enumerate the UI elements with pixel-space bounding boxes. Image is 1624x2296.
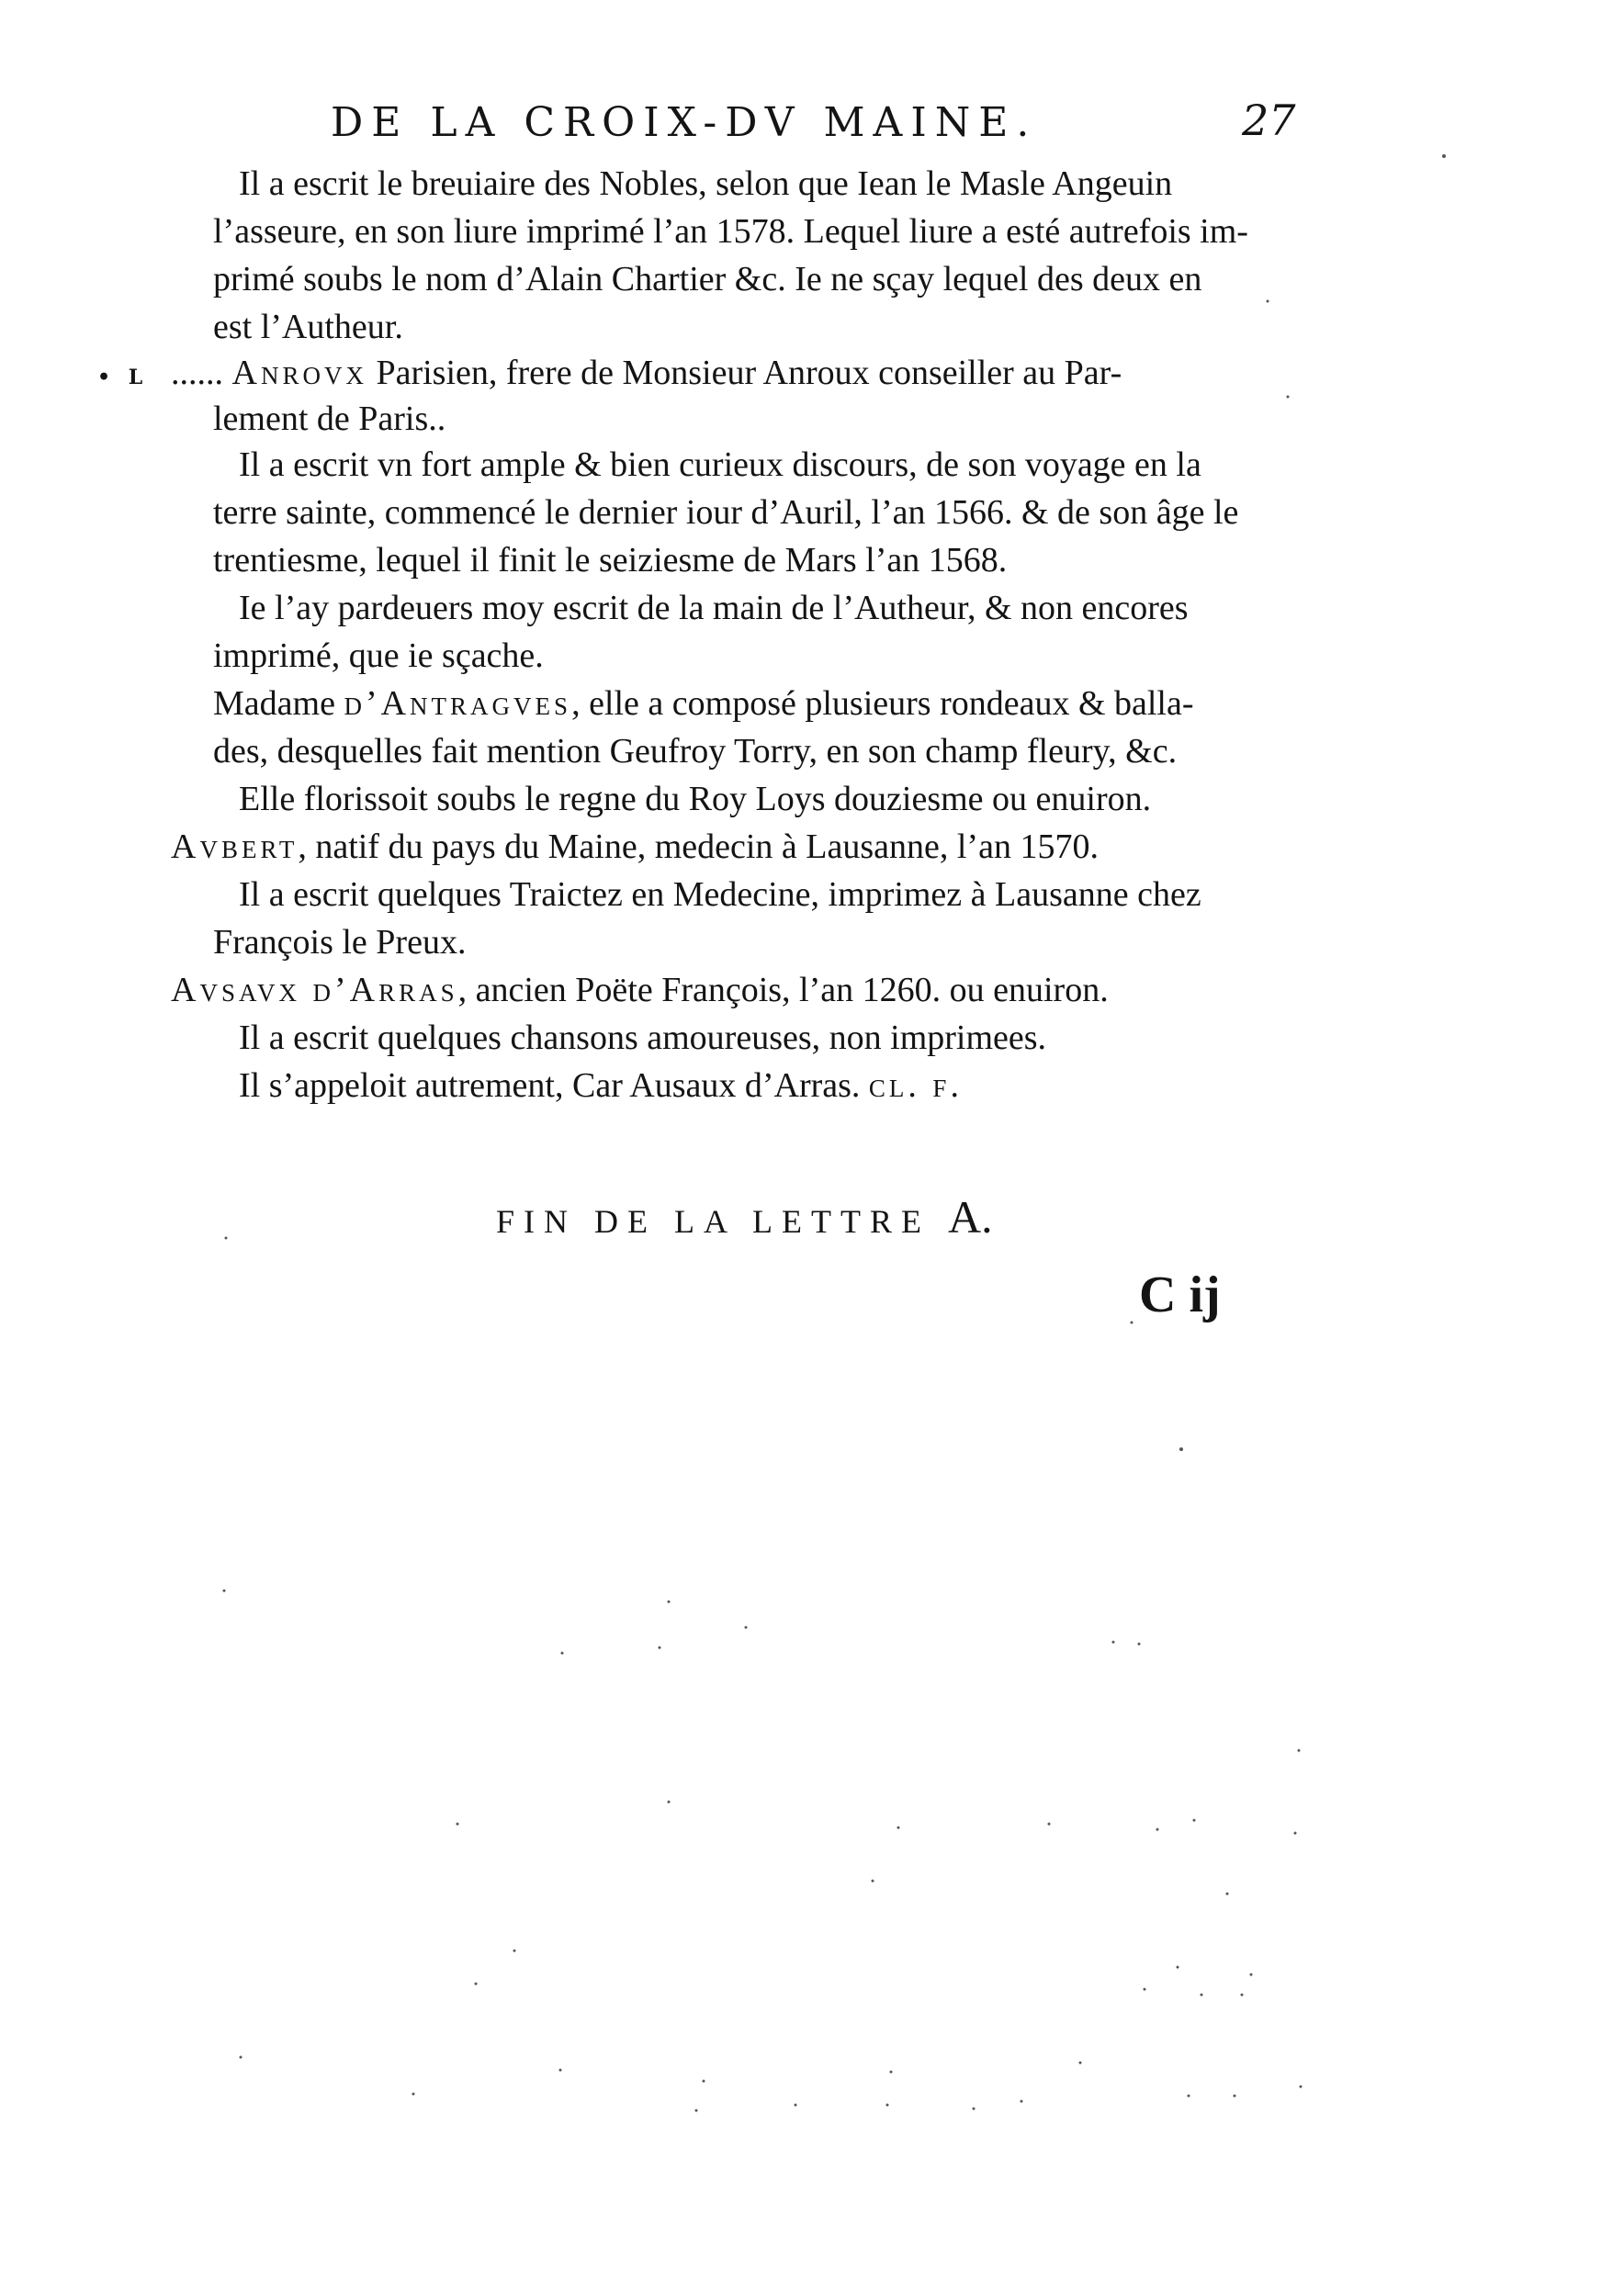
small-caps-name: Avsavx d’Arras bbox=[171, 971, 458, 1009]
text-run: primé soubs le nom d’Alain Chartier &c. Ie ne sçay lequel des deux en bbox=[213, 260, 1202, 298]
end-of-letter-text: FIN DE LA LETTRE bbox=[496, 1203, 930, 1240]
signature-mark: C ij bbox=[1139, 1266, 1221, 1323]
text-run: , ancien Poëte François, l’an 1260. ou enuiron. bbox=[457, 971, 1109, 1009]
margin-note: • L bbox=[97, 366, 149, 389]
text-run: trentiesme, lequel il finit le seiziesme de Mars l’an 1568. bbox=[213, 541, 1008, 580]
running-head: DE LA CROIX-DV MAINE. bbox=[331, 99, 1038, 146]
small-caps-name: Avbert bbox=[171, 827, 299, 866]
text-run: Madame bbox=[213, 684, 344, 723]
small-caps-name: cl. f. bbox=[868, 1066, 963, 1105]
text-run: imprimé, que ie sçache. bbox=[213, 636, 544, 675]
text-run: est l’Autheur. bbox=[213, 308, 403, 346]
text-run: François le Preux. bbox=[213, 923, 467, 962]
text-run: l’asseure, en son liure imprimé l’an 1578. Lequel liure a esté autrefois im- bbox=[213, 212, 1248, 251]
text-run: Il a escrit le breuiaire des Nobles, selon que Iean le Masle Angeuin bbox=[239, 164, 1173, 203]
text-run: ...... bbox=[171, 354, 232, 392]
text-run: Il s’appeloit autrement, Car Ausaux d’Arras. bbox=[239, 1066, 869, 1105]
text-run: Il a escrit quelques chansons amoureuses, non imprimees. bbox=[239, 1019, 1047, 1057]
text-run: Elle florissoit soubs le regne du Roy Loys douziesme ou enuiron. bbox=[239, 780, 1152, 818]
page-number: 27 bbox=[1242, 96, 1296, 145]
text-run: Ie l’ay pardeuers moy escrit de la main de l’Autheur, & non encores bbox=[239, 589, 1189, 627]
text-run: Il a escrit quelques Traictez en Medecine, imprimez à Lausanne chez bbox=[239, 875, 1201, 914]
text-run: des, desquelles fait mention Geufroy Torry, en son champ fleury, &c. bbox=[213, 732, 1178, 771]
text-run: , elle a composé plusieurs rondeaux & balla- bbox=[571, 684, 1194, 723]
text-run: , natif du pays du Maine, medecin à Lausanne, l’an 1570. bbox=[298, 827, 1099, 866]
text-run: lement de Paris.. bbox=[213, 400, 446, 438]
text-run: Parisien, frere de Monsieur Anroux conseiller au Par- bbox=[367, 354, 1122, 392]
text-run: Il a escrit vn fort ample & bien curieux discours, de son voyage en la bbox=[239, 445, 1201, 484]
text-run: terre sainte, commencé le dernier iour d’Auril, l’an 1566. & de son âge le bbox=[213, 493, 1239, 532]
end-of-letter-letter: A. bbox=[947, 1191, 993, 1243]
small-caps-name: Anrovx bbox=[231, 354, 367, 392]
small-caps-name: d’Antragves bbox=[344, 684, 572, 723]
